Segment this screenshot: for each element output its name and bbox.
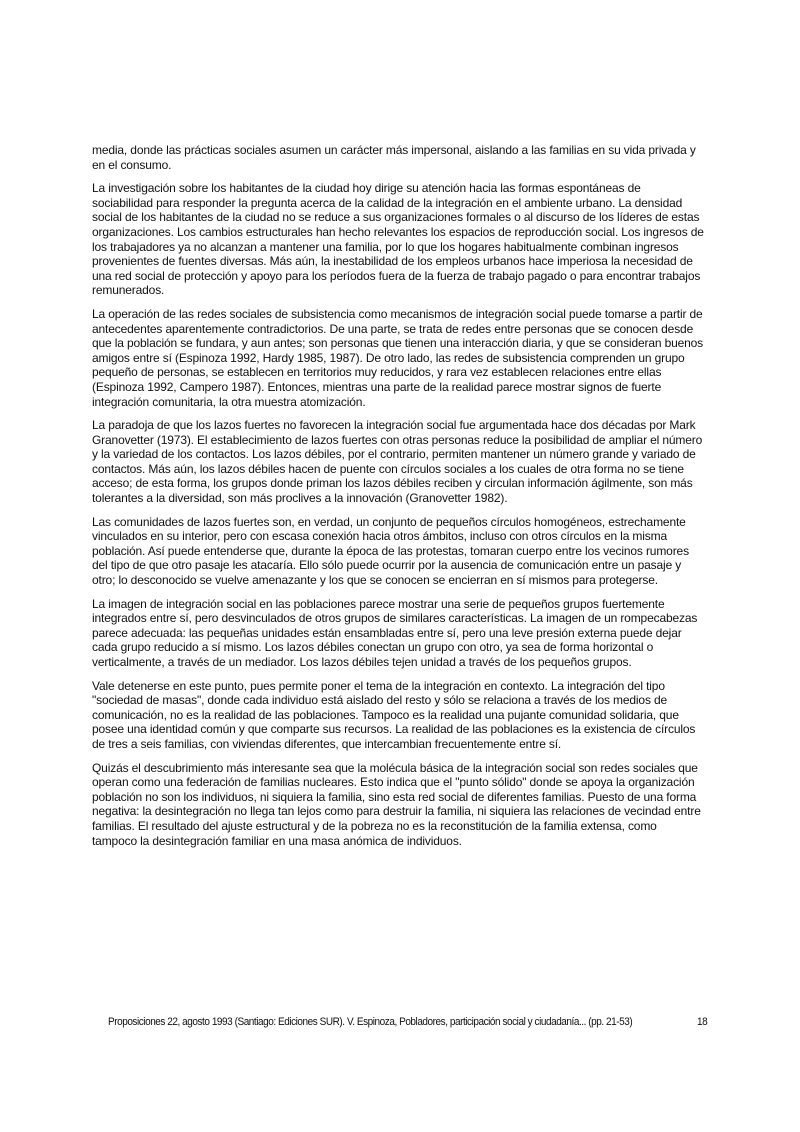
paragraph-3: La operación de las redes sociales de subsistencia como mecanismos de integración social puede tomarse a partir de antecedentes aparentemente contradictorios. De una parte, se trata de redes entre personas que se conocen desde que la población se fundara, y aun antes; son personas que tienen una interacción diaria, y que se consideran buenos amigos entre sí (Espinoza 1992, Hardy 1985, 1987). De otro lado, las redes de subsistencia comprenden un grupo pequeño de personas, se establecen en territorios muy reducidos, y rara vez establecen relaciones entre ellas (Espinoza 1992, Campero 1987). Entonces, mientras una parte de la realidad parece mostrar signos de fuerte integración comunitaria, la otra muestra atomización. [92,306,704,409]
paragraph-6: La imagen de integración social en las poblaciones parece mostrar una serie de pequeños grupos fuertemente integrados entre sí, pero desvinculados de otros grupos de similares características. La imagen de un rompecabezas parece adecuada: las pequeñas unidades están ensambladas entre sí, pero una leve presión externa puede dejar cada grupo reducido a sí mismo. Los lazos débiles conectan un grupo con otro, ya sea de forma horizontal o verticalmente, a través de un mediador. Los lazos débiles tejen unidad a través de los pequeños grupos. [92,596,698,669]
paragraph-1: media, donde las prácticas sociales asumen un carácter más impersonal, aislando a las familias en su vida privada y en el consumo. [92,143,696,172]
paragraph-7: Vale detenerse en este punto, pues permite poner el tema de la integración en contexto. La integración del tipo "sociedad de masas", donde cada individuo está aislado del resto y sólo se relaciona a través de los medios de comunicación, no es la realidad de las poblaciones. Tampoco es la realidad una pujante comunidad solidaria, que posee una identidad común y que comparte sus recursos. La realidad de las poblaciones es la existencia de círculos de tres a seis familias, con viviendas diferentes, que intercambian frecuentemente entre sí. [92,678,696,751]
footer-citation: Proposiciones 22, agosto 1993 (Santiago: Ediciones SUR). V. Espinoza, Pobladores, participación social y ciudadanía... (pp. 21-53) [108,1016,633,1029]
paragraph-5: Las comunidades de lazos fuertes son, en verdad, un conjunto de pequeños círculos homogéneos, estrechamente vinculados en su interior, pero con escasa conexión hacia otros ámbitos, incluso con otros círculos en la misma población. Así puede entenderse que, durante la época de las protestas, tomaran cuerpo entre los vecinos rumores del tipo de que otro pasaje les atacaría. Ello sólo puede ocurrir por la ausencia de comunicación entre un pasaje y otro; lo desconocido se vuelve amenazante y los que se conocen se encierran en sí mismos para protegerse. [92,514,689,588]
paragraph-8: Quizás el descubrimiento más interesante sea que la molécula básica de la integración social son redes sociales que operan como una federación de familias nucleares. Esto indica que el "punto sólido" donde se apoya la organización población no son los individuos, ni siquiera la familia, sino esta red social de diferentes familias. Puesto de una forma negativa: la desintegración no llega tan lejos como para destruir la familia, ni siquiera las relaciones de vecindad entre familias. El resultado del ajuste estructural y de la pobreza no es la reconstitución de la familia extensa, como tampoco la desintegración familiar en una masa anómica de individuos. [92,760,701,848]
paragraph-4: La paradoja de que los lazos fuertes no favorecen la integración social fue argumentada hace dos décadas por Mark Granovetter (1973). El establecimiento de lazos fuertes con otras personas reduce la posibilidad de ampliar el número y la variedad de los contactos. Los lazos débiles, por el contrario, permiten mantener un número grande y variado de contactos. Más aún, los lazos débiles hacen de puente con círculos sociales a los cuales de otra forma no se tiene acceso; de esta forma, los grupos donde priman los lazos débiles reciben y circulan información ágilmente, son más tolerantes a la diversidad, son más proclives a la innovación (Granovetter 1982). [92,418,703,506]
paragraph-2: La investigación sobre los habitantes de la ciudad hoy dirige su atención hacia las formas espontáneas de sociabilidad para responder la pregunta acerca de la calidad de la integración en el ambiente urbano. La densidad social de los habitantes de la ciudad no se reduce a sus organizaciones formales o al discurso de los líderes de estas organizaciones. Los cambios estructurales han hecho relevantes los espacios de reproducción social. Los ingresos de los trabajadores ya no alcanzan a mantener una familia, por lo que los hogares habitualmente combinan ingresos provenientes de fuentes diversas. Más aún, la inestabilidad de los empleos urbanos hace imperiosa la necesidad de una red social de protección y apoyo para los períodos fuera de la fuerza de trabajo pagado o para encontrar trabajos remunerados. [92,181,704,298]
document-body [92,143,704,857]
page-number: 18 [697,1016,708,1029]
